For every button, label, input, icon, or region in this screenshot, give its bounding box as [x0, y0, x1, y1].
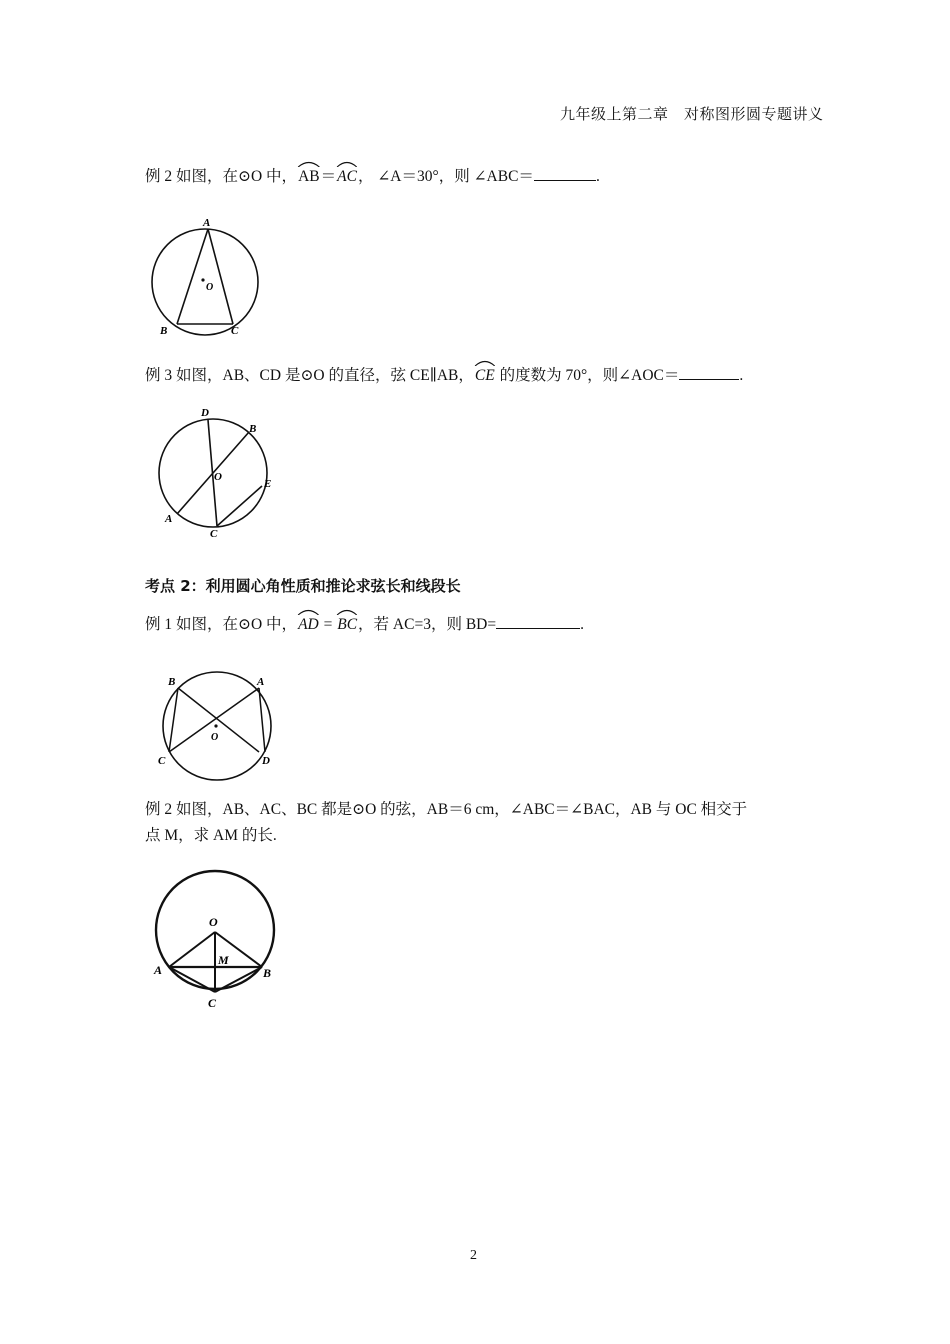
label-d: D	[201, 407, 209, 419]
arc-ab-label: AB	[298, 168, 320, 185]
label-b: B	[263, 966, 272, 980]
label-o: O	[214, 471, 222, 483]
chord-bc	[215, 967, 262, 992]
equals-sign: ＝	[320, 168, 337, 185]
page-header: 九年级上第二章 对称图形圆专题讲义	[560, 107, 824, 123]
example-2-suffix: 的度数为 70°，则∠AOC＝	[495, 367, 680, 384]
label-e: E	[264, 478, 272, 490]
label-a: A	[165, 513, 173, 525]
label-c: C	[210, 528, 218, 540]
figure-example-4	[145, 868, 285, 1014]
label-c: C	[231, 325, 239, 337]
center-point	[201, 278, 204, 281]
label-a: A	[257, 676, 265, 688]
chord-ac	[169, 967, 215, 992]
answer-blank[interactable]	[679, 365, 739, 380]
label-o: O	[206, 282, 214, 293]
figure-example-2	[155, 402, 285, 540]
label-b: B	[168, 676, 176, 688]
example-4-line-2: 点 M，求 AM 的长.	[145, 827, 277, 844]
chord-ab	[177, 229, 208, 324]
label-m: M	[218, 953, 229, 967]
label-c: C	[158, 755, 166, 767]
label-b: B	[249, 423, 257, 435]
example-1-prefix: 例 2 如图，在⊙O 中，	[145, 168, 298, 185]
arc-ab	[297, 167, 321, 187]
period: .	[595, 168, 600, 185]
arc-ac	[336, 167, 358, 187]
diameter-ab	[177, 432, 249, 514]
example-2-question	[145, 365, 743, 386]
label-a: A	[154, 963, 163, 977]
label-d: D	[262, 755, 270, 767]
label-o: O	[211, 732, 219, 743]
example-3-suffix: ，若 AC=3，则 BD=	[358, 616, 497, 633]
equals-sign: =	[319, 616, 337, 633]
arc-bc	[336, 615, 358, 635]
label-b: B	[160, 325, 168, 337]
example-3-prefix: 例 1 如图，在⊙O 中，	[145, 616, 298, 633]
chord-ac	[208, 229, 233, 324]
arc-ad-label: AD	[298, 616, 319, 633]
center-point	[214, 724, 217, 727]
example-3-question	[145, 614, 584, 635]
arc-bc-label: BC	[337, 616, 358, 633]
label-o: O	[209, 915, 218, 929]
page-number: 2	[470, 1248, 477, 1263]
figure-example-3	[155, 668, 285, 784]
example-1-question	[145, 166, 600, 187]
label-c: C	[208, 996, 217, 1010]
example-4-line-1: 例 2 如图，AB、AC、BC 都是⊙O 的弦，AB＝6 cm，∠ABC＝∠BAC，AB 与 OC 相交于	[145, 801, 748, 818]
period: .	[580, 616, 584, 633]
figure-example-1	[145, 214, 270, 338]
arc-ad	[297, 615, 320, 635]
answer-blank[interactable]	[534, 166, 596, 181]
segment-oa	[169, 932, 215, 967]
answer-blank[interactable]	[496, 614, 580, 629]
section-title: 考点 2：利用圆心角性质和推论求弦长和线段长	[145, 577, 461, 595]
period: .	[739, 367, 744, 384]
example-2-prefix: 例 3 如图，AB、CD 是⊙O 的直径，弦 CE∥AB，	[145, 367, 474, 384]
label-a: A	[203, 217, 211, 229]
example-1-suffix: ， ∠A＝30°，则 ∠ABC＝	[357, 168, 534, 185]
arc-ce	[474, 366, 496, 386]
arc-ce-label: CE	[474, 367, 495, 384]
circle-o	[152, 229, 258, 335]
arc-ac-label: AC	[337, 168, 357, 185]
chord-bd	[178, 688, 259, 752]
